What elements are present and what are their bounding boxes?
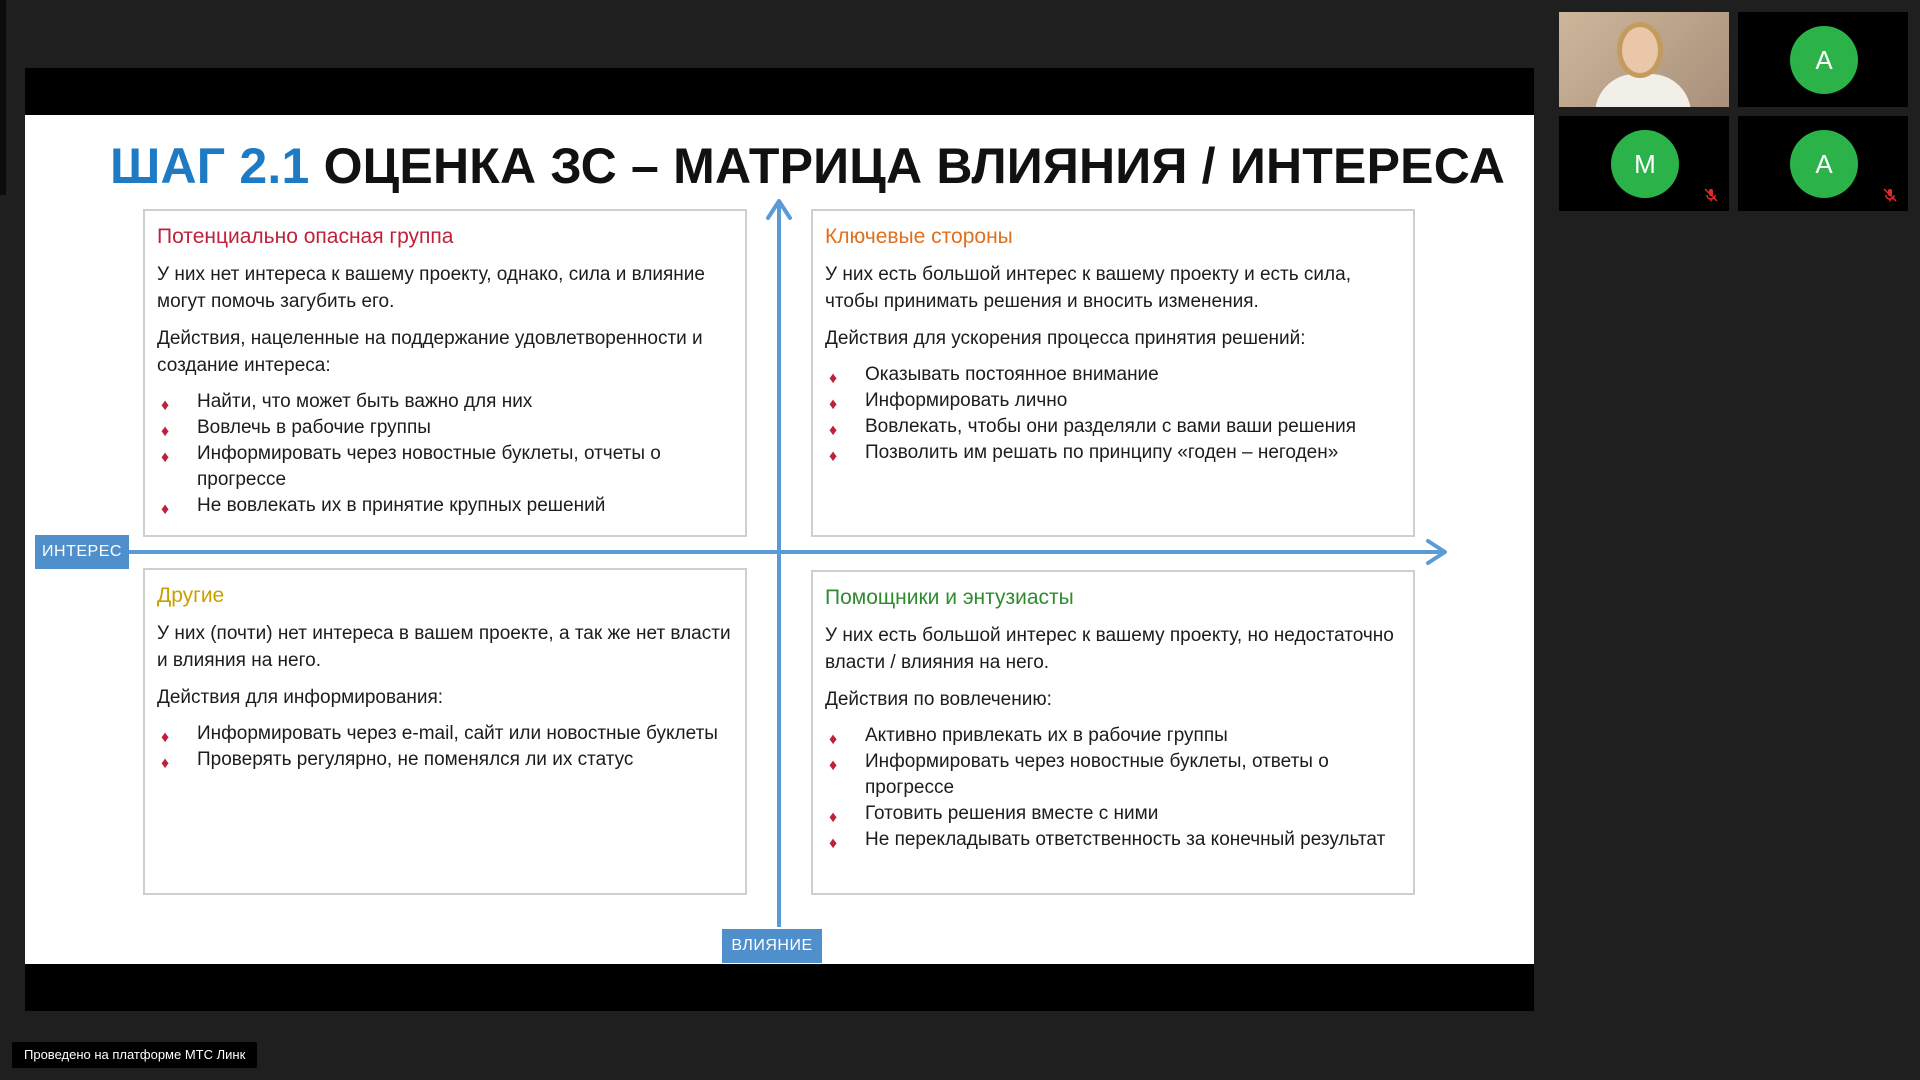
avatar: М [1611, 130, 1679, 198]
influence-axis-label: ВЛИЯНИЕ [722, 929, 822, 963]
list-item-text: Позволить им решать по принципу «годен – негоден» [865, 442, 1339, 463]
red-diamond-bullet-icon: ♦ [829, 757, 838, 774]
platform-badge: Проведено на платформе МТС Линк [12, 1042, 257, 1068]
red-diamond-bullet-icon: ♦ [161, 755, 170, 772]
list-item [157, 389, 733, 415]
mic-muted-icon [1703, 187, 1719, 203]
list-item [157, 493, 733, 519]
red-diamond-bullet-icon: ♦ [829, 835, 838, 852]
list-item [825, 801, 1401, 827]
quadrant-action-list [157, 389, 733, 519]
red-diamond-bullet-icon: ♦ [161, 501, 170, 518]
slide-title-main: ОЦЕНКА ЗС – МАТРИЦА ВЛИЯНИЯ / ИНТЕРЕСА [323, 138, 1506, 194]
list-item [825, 723, 1401, 749]
red-diamond-bullet-icon: ♦ [161, 397, 170, 414]
quadrant-description: У них есть большой интерес к вашему проекту, но недостаточно власти / влияния на него. [825, 625, 1394, 673]
list-item-text: Не вовлекать их в принятие крупных решений [197, 495, 606, 516]
quadrant-description: У них (почти) нет интереса в вашем проекте, а так же нет власти и влияния на него. [157, 623, 731, 671]
participant-tile[interactable] [1738, 116, 1908, 211]
list-item-text: Вовлечь в рабочие группы [197, 417, 431, 438]
list-item-text: Проверять регулярно, не поменялся ли их статус [197, 749, 634, 770]
list-item-text: Активно привлекать их в рабочие группы [865, 725, 1228, 746]
red-diamond-bullet-icon: ♦ [829, 448, 838, 465]
red-diamond-bullet-icon: ♦ [829, 370, 838, 387]
quadrant-actions-title: Действия для информирования: [157, 687, 444, 708]
mic-muted-icon [1882, 187, 1898, 203]
list-item-text: Не перекладывать ответственность за конечный результат [865, 829, 1386, 850]
quadrant-heading: Потенциально опасная группа [157, 225, 454, 248]
red-diamond-bullet-icon: ♦ [829, 422, 838, 439]
quadrant-heading: Ключевые стороны [825, 225, 1013, 248]
list-item [157, 415, 733, 441]
quadrant-description: У них есть большой интерес к вашему проекту и есть сила, чтобы принимать решения и вносить изменения. [825, 264, 1351, 312]
red-diamond-bullet-icon: ♦ [829, 731, 838, 748]
quadrant-potentially-dangerous [143, 209, 747, 537]
quadrant-actions-title: Действия для ускорения процесса принятия решений: [825, 328, 1306, 349]
list-item-text: Готовить решения вместе с ними [865, 803, 1159, 824]
quadrant-action-list [825, 362, 1401, 466]
list-item [157, 721, 733, 747]
list-item [825, 362, 1401, 388]
quadrant-key-stakeholders [811, 209, 1415, 537]
avatar: А [1790, 26, 1858, 94]
quadrant-heading: Другие [157, 584, 225, 607]
presentation-slide [25, 115, 1534, 964]
list-item [825, 749, 1401, 801]
participant-tile[interactable] [1738, 12, 1908, 107]
participant-camera-face [1617, 22, 1663, 78]
red-diamond-bullet-icon: ♦ [161, 423, 170, 440]
list-item [157, 441, 733, 493]
list-item [825, 440, 1401, 466]
list-item [825, 827, 1401, 853]
list-item-text: Информировать через e-mail, сайт или новостные буклеты [197, 723, 718, 744]
quadrant-heading: Помощники и энтузиасты [825, 586, 1074, 609]
quadrant-action-list [825, 723, 1401, 853]
participant-video-tile-camera[interactable] [1559, 12, 1729, 107]
list-item-text: Вовлекать, чтобы они разделяли с вами ваши решения [865, 416, 1357, 437]
red-diamond-bullet-icon: ♦ [829, 809, 838, 826]
quadrant-others [143, 568, 747, 895]
list-item-text: Информировать через новостные буклеты, отчеты о прогрессе [197, 443, 661, 490]
red-diamond-bullet-icon: ♦ [829, 396, 838, 413]
quadrant-helpers-enthusiasts [811, 570, 1415, 895]
list-item-text: Информировать через новостные буклеты, ответы о прогрессе [865, 751, 1329, 798]
window-edge [0, 0, 6, 195]
red-diamond-bullet-icon: ♦ [161, 729, 170, 746]
participant-camera-body [1595, 74, 1691, 107]
quadrant-actions-title: Действия по вовлечению: [825, 689, 1052, 710]
avatar: А [1790, 130, 1858, 198]
list-item [157, 747, 733, 773]
list-item [825, 388, 1401, 414]
quadrant-actions-title: Действия, нацеленные на поддержание удовлетворенности и создание интереса: [157, 328, 703, 376]
quadrant-action-list [157, 721, 733, 773]
list-item [825, 414, 1401, 440]
list-item-text: Оказывать постоянное внимание [865, 364, 1159, 385]
interest-axis-label: ИНТЕРЕС [35, 535, 129, 569]
quadrant-description: У них нет интереса к вашему проекту, однако, сила и влияние могут помочь загубить его. [157, 264, 705, 312]
red-diamond-bullet-icon: ♦ [161, 449, 170, 466]
list-item-text: Информировать лично [865, 390, 1068, 411]
list-item-text: Найти, что может быть важно для них [197, 391, 533, 412]
participant-tile[interactable] [1559, 116, 1729, 211]
slide-title-step: ШАГ 2.1 [110, 138, 310, 194]
